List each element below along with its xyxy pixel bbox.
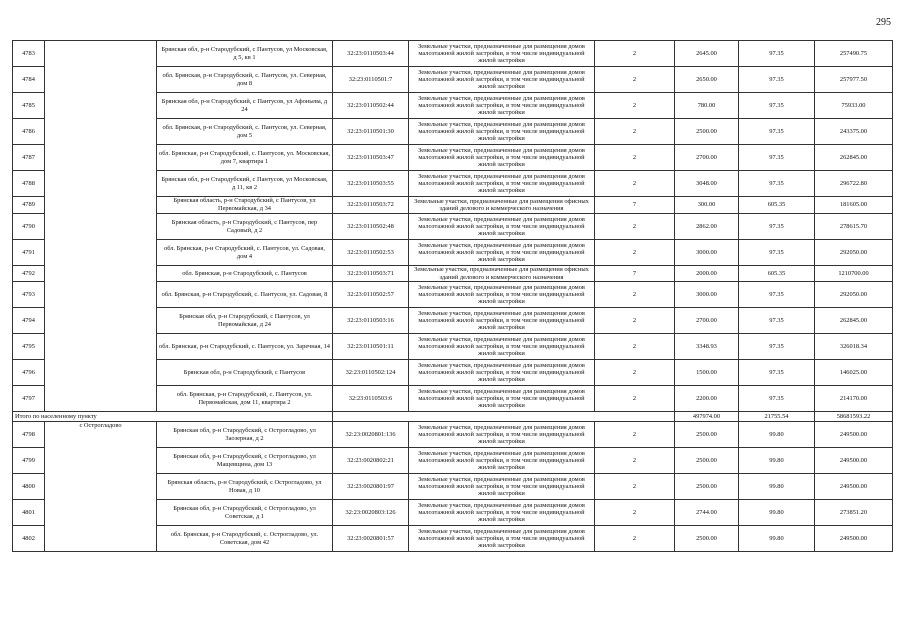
total-value: 58681593.22 [815,412,893,422]
cadastral-value-cell: 249500.00 [815,422,893,448]
area-cell: 2500.00 [675,119,739,145]
area-cell: 2000.00 [675,266,739,282]
cadastral-value-cell: 75933.00 [815,93,893,119]
area-cell: 780.00 [675,93,739,119]
land-purpose-cell: Земельные участки, предназначенные для размещения домов малоэтажной жилой застройки, в том числе индивидуальной жилой застройки [409,360,595,386]
row-number: 4799 [13,448,45,474]
area-cell: 2500.00 [675,448,739,474]
address-cell: Брянская область, р-н Стародубский, с Острогладово, ул Новая, д 10 [157,474,333,500]
cadastral-number-cell: 32:23:0110503:6 [333,386,409,412]
area-cell: 2700.00 [675,145,739,171]
row-number: 4783 [13,41,45,67]
land-purpose-cell: Земельные участки, предназначенные для размещения домов малоэтажной жилой застройки, в том числе индивидуальной жилой застройки [409,171,595,197]
address-cell: Брянская обл, р-н Стародубский, с Пантусов, ул Московская, д 11, кв 2 [157,171,333,197]
group-cell: 2 [595,500,675,526]
table-row [13,41,893,67]
rate-cell: 97.35 [739,282,815,308]
land-purpose-cell: Земельные участки, предназначенные для размещения домов малоэтажной жилой застройки, в том числе индивидуальной жилой застройки [409,282,595,308]
cadastral-value-cell: 249500.00 [815,526,893,552]
row-number: 4796 [13,360,45,386]
address-cell: Брянская обл, р-н Стародубский, с Острогладово, ул Заозерная, д 2 [157,422,333,448]
group-cell: 2 [595,93,675,119]
cadastral-number-cell: 32:23:0020801:57 [333,526,409,552]
area-cell: 2200.00 [675,386,739,412]
cadastral-number-cell: 32:23:0110503:71 [333,266,409,282]
area-cell: 2500.00 [675,526,739,552]
total-rate: 21755.54 [739,412,815,422]
rate-cell: 97.35 [739,334,815,360]
address-cell: обл. Брянская, р-н Стародубский, с. Пантусов, ул. Садовая, 8 [157,282,333,308]
group-cell: 2 [595,119,675,145]
land-purpose-cell: Земельные участки, предназначенные для размещения домов малоэтажной жилой застройки, в том числе индивидуальной жилой застройки [409,67,595,93]
total-area: 497974.00 [675,412,739,422]
group-cell: 2 [595,171,675,197]
address-cell: обл. Брянская, р-н Стародубский, с. Пантусов [157,266,333,282]
cadastral-value-cell: 249500.00 [815,448,893,474]
rate-cell: 97.35 [739,308,815,334]
land-purpose-cell: Земельные участки, предназначенные для размещения офисных зданий делового и коммерческого назначения [409,197,595,214]
cadastral-value-cell: 181605.00 [815,197,893,214]
address-cell: обл. Брянская, р-н Стародубский, с. Пантусов, ул. Первомайская, дом 11, квартира 2 [157,386,333,412]
row-number: 4798 [13,422,45,448]
cadastral-number-cell: 32:23:0020803:126 [333,500,409,526]
row-number: 4794 [13,308,45,334]
group-cell: 2 [595,474,675,500]
address-cell: обл. Брянская, р-н Стародубский, с. Пантусов, ул. Северная, дом 5 [157,119,333,145]
cadastral-value-cell: 292050.00 [815,282,893,308]
land-purpose-cell: Земельные участки, предназначенные для размещения домов малоэтажной жилой застройки, в том числе индивидуальной жилой застройки [409,119,595,145]
rate-cell: 97.35 [739,145,815,171]
cadastral-value-cell: 296722.80 [815,171,893,197]
group-cell: 2 [595,308,675,334]
address-cell: обл. Брянская, р-н Стародубский, с. Пантусов, ул. Северная, дом 8 [157,67,333,93]
cadastral-number-cell: 32:23:0110503:16 [333,308,409,334]
land-purpose-cell: Земельные участки, предназначенные для размещения домов малоэтажной жилой застройки, в том числе индивидуальной жилой застройки [409,334,595,360]
row-number: 4795 [13,334,45,360]
cadastral-number-cell: 32:23:0110502:57 [333,282,409,308]
cadastral-value-cell: 257490.75 [815,41,893,67]
address-cell: Брянская обл, р-н Стародубский, с Острогладово, ул Мащевщина, дом 13 [157,448,333,474]
cadastral-number-cell: 32:23:0110503:47 [333,145,409,171]
address-cell: Брянская обл, р-н Стародубский, с Пантусов, ул Первомайская, д 24 [157,308,333,334]
area-cell: 2650.00 [675,67,739,93]
cadastral-number-cell: 32:23:0020801:136 [333,422,409,448]
rate-cell: 97.35 [739,171,815,197]
rate-cell: 97.35 [739,214,815,240]
land-purpose-cell: Земельные участки, предназначенные для размещения домов малоэтажной жилой застройки, в том числе индивидуальной жилой застройки [409,474,595,500]
area-cell: 3000.00 [675,282,739,308]
group-cell: 2 [595,214,675,240]
rate-cell: 97.35 [739,240,815,266]
address-cell: обл. Брянская, р-н Стародубский, с. Пантусов, ул. Садовая, дом 4 [157,240,333,266]
area-cell: 2862.00 [675,214,739,240]
land-purpose-cell: Земельные участки, предназначенные для размещения домов малоэтажной жилой застройки, в том числе индивидуальной жилой застройки [409,500,595,526]
cadastral-number-cell: 32:23:0110502:48 [333,214,409,240]
land-purpose-cell: Земельные участки, предназначенные для размещения домов малоэтажной жилой застройки, в том числе индивидуальной жилой застройки [409,422,595,448]
address-cell: обл. Брянская, р-н Стародубский, с. Пантусов, ул. Московская, дом 7, квартира 1 [157,145,333,171]
cadastral-value-cell: 249500.00 [815,474,893,500]
cadastral-number-cell: 32:23:0110501:7 [333,67,409,93]
group-cell: 2 [595,282,675,308]
row-number: 4801 [13,500,45,526]
page-number: 295 [876,17,891,28]
group-cell: 2 [595,41,675,67]
row-number: 4787 [13,145,45,171]
cadastral-number-cell: 32:23:0110502:53 [333,240,409,266]
row-number: 4788 [13,171,45,197]
row-number: 4792 [13,266,45,282]
rate-cell: 97.35 [739,386,815,412]
land-purpose-cell: Земельные участки, предназначенные для размещения домов малоэтажной жилой застройки, в том числе индивидуальной жилой застройки [409,448,595,474]
address-cell: обл. Брянская, р-н Стародубский, с. Пантусов, ул. Заречная, 14 [157,334,333,360]
group-cell: 2 [595,145,675,171]
cadastral-value-cell: 1210700.00 [815,266,893,282]
land-purpose-cell: Земельные участки, предназначенные для размещения домов малоэтажной жилой застройки, в том числе индивидуальной жилой застройки [409,214,595,240]
cadastral-number-cell: 32:23:0110503:72 [333,197,409,214]
rate-cell: 97.35 [739,67,815,93]
row-number: 4784 [13,67,45,93]
total-row [13,412,893,422]
row-number: 4785 [13,93,45,119]
area-cell: 2645.00 [675,41,739,67]
row-number: 4802 [13,526,45,552]
total-blank [333,412,675,422]
cadastral-value-cell: 292050.00 [815,240,893,266]
group-cell: 2 [595,67,675,93]
cadastral-number-cell: 32:23:0110502:124 [333,360,409,386]
land-purpose-cell: Земельные участки, предназначенные для размещения домов малоэтажной жилой застройки, в том числе индивидуальной жилой застройки [409,145,595,171]
cadastral-value-cell: 278615.70 [815,214,893,240]
address-cell: Брянская обл, р-н Стародубский, с Пантусов [157,360,333,386]
cadastral-value-cell: 243375.00 [815,119,893,145]
area-cell: 2744.00 [675,500,739,526]
group-cell: 2 [595,334,675,360]
rate-cell: 605.35 [739,197,815,214]
cadastral-number-cell: 32:23:0020802:21 [333,448,409,474]
land-purpose-cell: Земельные участки, предназначенные для размещения домов малоэтажной жилой застройки, в том числе индивидуальной жилой застройки [409,386,595,412]
cadastral-number-cell: 32:23:0020801:97 [333,474,409,500]
total-label: Итого по населенному пункту [13,412,333,422]
cadastral-number-cell: 32:23:0110502:44 [333,93,409,119]
cadastral-number-cell: 32:23:0110501:30 [333,119,409,145]
group-cell: 2 [595,448,675,474]
rate-cell: 97.35 [739,360,815,386]
land-purpose-cell: Земельные участки, предназначенные для размещения офисных зданий делового и коммерческого назначения [409,266,595,282]
group-cell: 2 [595,360,675,386]
row-number: 4800 [13,474,45,500]
group-cell: 7 [595,266,675,282]
cadastral-value-cell: 326018.34 [815,334,893,360]
row-number: 4789 [13,197,45,214]
rate-cell: 99.80 [739,422,815,448]
row-number: 4790 [13,214,45,240]
group-cell: 2 [595,240,675,266]
land-purpose-cell: Земельные участки, предназначенные для размещения домов малоэтажной жилой застройки, в том числе индивидуальной жилой застройки [409,41,595,67]
cadastral-value-cell: 262845.00 [815,308,893,334]
cadastral-value-cell: 146025.00 [815,360,893,386]
cadastral-registry-table [12,40,893,552]
settlement-cell [45,41,157,412]
area-cell: 3048.00 [675,171,739,197]
address-cell: Брянская обл, р-н Стародубский, с Пантусов, ул Афоньева, д 24 [157,93,333,119]
address-cell: обл. Брянская, р-н Стародубский, с. Острогладово, ул. Советская, дом 42 [157,526,333,552]
group-cell: 2 [595,526,675,552]
row-number: 4791 [13,240,45,266]
cadastral-value-cell: 273851.20 [815,500,893,526]
land-purpose-cell: Земельные участки, предназначенные для размещения домов малоэтажной жилой застройки, в том числе индивидуальной жилой застройки [409,240,595,266]
group-cell: 7 [595,197,675,214]
land-purpose-cell: Земельные участки, предназначенные для размещения домов малоэтажной жилой застройки, в том числе индивидуальной жилой застройки [409,308,595,334]
row-number: 4793 [13,282,45,308]
group-cell: 2 [595,386,675,412]
address-cell: Брянская область, р-н Стародубский, с Пантусов, пер Садовый, д 2 [157,214,333,240]
rate-cell: 97.35 [739,41,815,67]
cadastral-number-cell: 32:23:0110503:44 [333,41,409,67]
address-cell: Брянская область, р-н Стародубский, с Пантусов, ул Первомайская, д 34 [157,197,333,214]
cadastral-number-cell: 32:23:0110501:11 [333,334,409,360]
group-cell: 2 [595,422,675,448]
cadastral-value-cell: 257977.50 [815,67,893,93]
address-cell: Брянская обл, р-н Стародубский, с Пантусов, ул Московская, д 5, кв 1 [157,41,333,67]
table-row [13,422,893,448]
address-cell: Брянская обл, р-н Стародубский, с Острогладово, ул Советская, д 1 [157,500,333,526]
settlement-name: с Острогладово [45,422,157,552]
cadastral-value-cell: 214170.00 [815,386,893,412]
rate-cell: 605.35 [739,266,815,282]
cadastral-value-cell: 262845.00 [815,145,893,171]
area-cell: 2500.00 [675,474,739,500]
rate-cell: 97.35 [739,93,815,119]
area-cell: 3000.00 [675,240,739,266]
rate-cell: 99.80 [739,448,815,474]
rate-cell: 99.80 [739,526,815,552]
rate-cell: 99.80 [739,474,815,500]
row-number: 4786 [13,119,45,145]
land-purpose-cell: Земельные участки, предназначенные для размещения домов малоэтажной жилой застройки, в том числе индивидуальной жилой застройки [409,526,595,552]
rate-cell: 97.35 [739,119,815,145]
land-purpose-cell: Земельные участки, предназначенные для размещения домов малоэтажной жилой застройки, в том числе индивидуальной жилой застройки [409,93,595,119]
area-cell: 2500.00 [675,422,739,448]
area-cell: 300.00 [675,197,739,214]
area-cell: 2700.00 [675,308,739,334]
area-cell: 1500.00 [675,360,739,386]
row-number: 4797 [13,386,45,412]
cadastral-number-cell: 32:23:0110503:55 [333,171,409,197]
rate-cell: 99.80 [739,500,815,526]
area-cell: 3348.93 [675,334,739,360]
